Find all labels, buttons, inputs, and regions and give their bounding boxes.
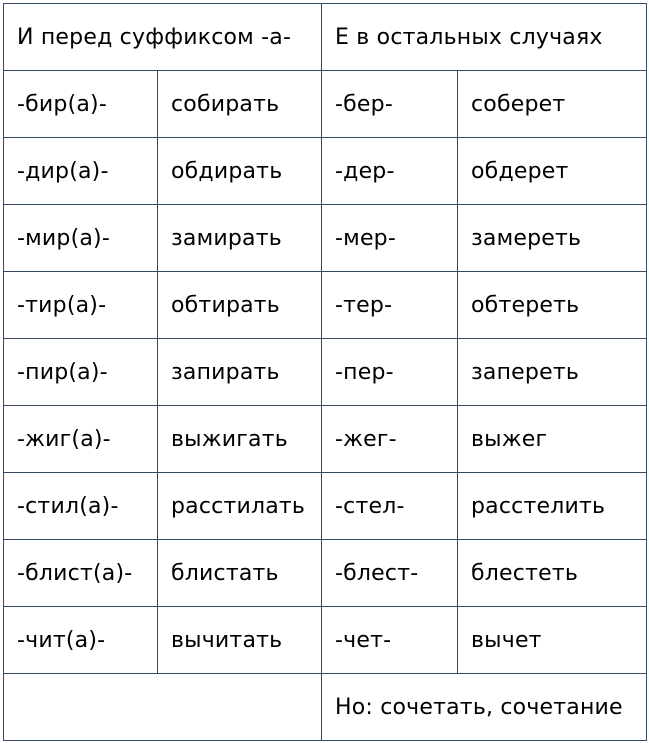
i-example-cell: собирать	[158, 71, 322, 138]
i-root-cell: -бир(а)-	[4, 71, 158, 138]
i-example-cell: замирать	[158, 205, 322, 272]
table-body	[4, 4, 647, 741]
exception-row	[4, 674, 647, 741]
spelling-rules-table	[3, 3, 647, 741]
i-example-cell: расстилать	[158, 473, 322, 540]
exception-note: Но: сочетать, сочетание	[322, 674, 647, 741]
i-example-cell: выжигать	[158, 406, 322, 473]
i-example-cell: запирать	[158, 339, 322, 406]
e-root-cell: -мер-	[322, 205, 458, 272]
table-row	[4, 473, 647, 540]
header-e-case: Е в остальных случаях	[322, 4, 647, 71]
i-root-cell: -чит(а)-	[4, 607, 158, 674]
table-row	[4, 540, 647, 607]
e-root-cell: -жег-	[322, 406, 458, 473]
e-root-cell: -стел-	[322, 473, 458, 540]
e-example-cell: запереть	[458, 339, 647, 406]
e-root-cell: -дер-	[322, 138, 458, 205]
i-example-cell: обтирать	[158, 272, 322, 339]
header-i-case: И перед суффиксом -а-	[4, 4, 322, 71]
e-example-cell: выжег	[458, 406, 647, 473]
e-example-cell: обтереть	[458, 272, 647, 339]
table-row	[4, 339, 647, 406]
table-row	[4, 138, 647, 205]
table-row	[4, 272, 647, 339]
i-root-cell: -тир(а)-	[4, 272, 158, 339]
i-root-cell: -мир(а)-	[4, 205, 158, 272]
i-root-cell: -стил(а)-	[4, 473, 158, 540]
table-row	[4, 71, 647, 138]
i-root-cell: -блист(а)-	[4, 540, 158, 607]
e-root-cell: -блест-	[322, 540, 458, 607]
e-root-cell: -пер-	[322, 339, 458, 406]
i-root-cell: -пир(а)-	[4, 339, 158, 406]
i-root-cell: -дир(а)-	[4, 138, 158, 205]
e-example-cell: расстелить	[458, 473, 647, 540]
i-example-cell: вычитать	[158, 607, 322, 674]
i-example-cell: блистать	[158, 540, 322, 607]
i-root-cell: -жиг(а)-	[4, 406, 158, 473]
e-example-cell: соберет	[458, 71, 647, 138]
table-row	[4, 205, 647, 272]
e-root-cell: -чет-	[322, 607, 458, 674]
e-example-cell: замереть	[458, 205, 647, 272]
i-example-cell: обдирать	[158, 138, 322, 205]
empty-cell	[4, 674, 322, 741]
e-root-cell: -тер-	[322, 272, 458, 339]
e-example-cell: обдерет	[458, 138, 647, 205]
table-row	[4, 406, 647, 473]
header-row	[4, 4, 647, 71]
e-example-cell: вычет	[458, 607, 647, 674]
e-root-cell: -бер-	[322, 71, 458, 138]
e-example-cell: блестеть	[458, 540, 647, 607]
table-row	[4, 607, 647, 674]
